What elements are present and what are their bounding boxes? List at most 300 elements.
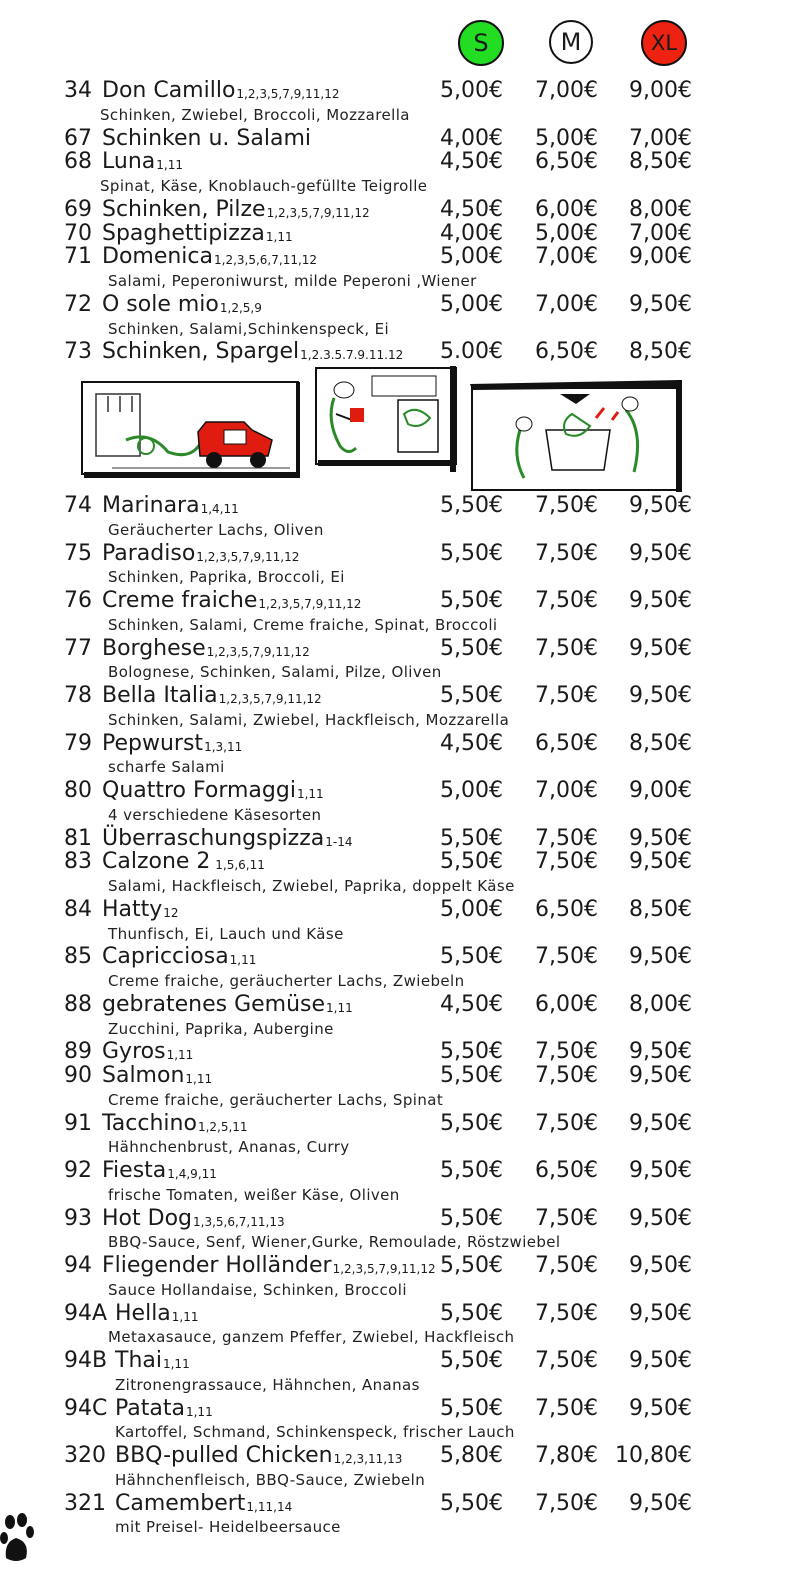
price-medium: 7,00€ (535, 78, 598, 103)
item-name-text: Capricciosa (102, 944, 229, 970)
price-small: 5,50€ (440, 493, 503, 518)
item-description: Salami, Hackfleisch, Zwiebel, Paprika, doppelt Käse (108, 877, 515, 895)
item-name (115, 1396, 213, 1421)
price-small: 4,50€ (440, 149, 503, 175)
menu-item (0, 826, 802, 850)
item-description-row (0, 1324, 802, 1348)
menu-item (0, 1301, 802, 1325)
item-number: 89 (64, 1039, 92, 1065)
menu-item (0, 541, 802, 565)
item-name-text: Hella (115, 1300, 171, 1326)
item-number: 85 (64, 944, 92, 970)
item-description: Hähnchenbrust, Ananas, Curry (108, 1138, 350, 1157)
allergen-codes: 1,2,3,5,7,9,11,12 (266, 205, 370, 220)
item-description: Spinat, Käse, Knoblauch-gefüllte Teigrolle (100, 177, 428, 195)
price-medium: 6,00€ (535, 991, 598, 1017)
price-medium: 7,50€ (535, 849, 598, 875)
item-description-row (0, 1229, 802, 1253)
allergen-codes: 1,5,6,11 (211, 858, 265, 873)
item-name (102, 992, 353, 1017)
allergen-codes: 1,2,3,5,7,9,11,12 (332, 1262, 436, 1276)
item-name-text: Schinken, Pilze (102, 196, 266, 222)
price-small: 5,50€ (440, 1348, 503, 1373)
item-description-row (0, 1182, 802, 1206)
price-xl: 9,50€ (629, 1253, 692, 1278)
price-medium: 7,50€ (535, 944, 598, 970)
price-small: 5.00€ (440, 339, 503, 365)
price-small: 5,50€ (440, 1253, 503, 1278)
item-description-row (0, 564, 802, 588)
item-name-text: Quattro Formaggi (102, 778, 296, 803)
item-name (102, 78, 339, 103)
item-name-text: Schinken, Spargel (102, 339, 300, 365)
item-description-row (0, 1372, 802, 1396)
price-xl: 9,50€ (629, 1348, 692, 1373)
item-description: Schinken, Zwiebel, Broccoli, Mozzarella (100, 105, 410, 124)
price-medium: 7,50€ (535, 1300, 598, 1326)
item-description-row (0, 1016, 802, 1040)
allergen-codes: 1,11,14 (246, 1499, 293, 1514)
price-xl: 9,50€ (629, 1158, 692, 1183)
allergen-codes: 1,4,9,11 (167, 1167, 217, 1181)
item-description-row (0, 102, 802, 126)
price-medium: 6,50€ (535, 149, 598, 175)
size-medium-badge: M (549, 20, 593, 64)
allergen-codes: 1,2,3,5,7,9,11,12 (206, 644, 310, 659)
item-description: Zucchini, Paprika, Aubergine (108, 1019, 334, 1038)
price-medium: 6,50€ (535, 896, 598, 922)
price-xl: 9,00€ (629, 244, 692, 270)
size-header (0, 20, 802, 68)
item-number: 91 (64, 1110, 92, 1136)
cartoon-illustrations (0, 360, 802, 500)
menu-item (0, 944, 802, 968)
item-number: 83 (64, 849, 92, 875)
item-number: 90 (64, 1063, 92, 1088)
allergen-codes: 1,11 (265, 229, 293, 244)
item-description: BBQ-Sauce, Senf, Wiener,Gurke, Remoulade, Röstzwiebel (108, 1233, 561, 1252)
menu-item (0, 244, 802, 268)
menu-item (0, 292, 802, 316)
item-name (102, 778, 324, 803)
price-medium: 6,50€ (535, 730, 598, 756)
item-name-text: Luna (102, 149, 156, 175)
allergen-codes: 1,2,5,11 (197, 1119, 248, 1134)
item-name (115, 1443, 402, 1468)
price-xl: 8,50€ (629, 149, 692, 175)
item-description: Bolognese, Schinken, Salami, Pilze, Oliven (108, 663, 442, 682)
price-medium: 7,50€ (535, 1205, 598, 1231)
item-name (102, 849, 265, 874)
menu-group-1 (0, 78, 802, 363)
item-name-text: Gyros (102, 1039, 166, 1065)
item-name-text: Creme fraiche (102, 588, 258, 613)
item-description-row (0, 707, 802, 731)
price-medium: 7,50€ (535, 493, 598, 518)
allergen-codes: 1,11 (296, 787, 324, 801)
price-small: 4,00€ (440, 125, 503, 151)
price-small: 5,00€ (440, 78, 503, 103)
menu-item (0, 636, 802, 660)
price-small: 5,50€ (440, 825, 503, 851)
item-name-text: Tacchino (102, 1110, 197, 1136)
item-name-text: BBQ-pulled Chicken (115, 1443, 333, 1468)
item-name (102, 683, 322, 708)
item-number: 75 (64, 540, 92, 566)
price-xl: 8,50€ (629, 896, 692, 922)
allergen-codes: 1,2,3,11,13 (333, 1452, 403, 1466)
item-description-row (0, 173, 802, 197)
price-medium: 7,50€ (535, 1395, 598, 1421)
price-xl: 9,50€ (629, 588, 692, 613)
allergen-codes: 1,2.3.5.7.9.11.12 (300, 348, 404, 363)
item-number: 71 (64, 244, 92, 270)
price-medium: 7,50€ (535, 1253, 598, 1278)
item-name (102, 197, 370, 222)
item-name (102, 1111, 248, 1136)
price-xl: 9,50€ (629, 1490, 692, 1516)
menu-item (0, 1039, 802, 1063)
menu-item (0, 1443, 802, 1467)
price-medium: 7,00€ (535, 291, 598, 317)
item-number: 76 (64, 588, 92, 613)
price-xl: 9,50€ (629, 1300, 692, 1326)
item-name-text: Schinken u. Salami (102, 125, 311, 151)
item-name (102, 897, 179, 922)
item-name-text: Don Camillo (102, 78, 236, 103)
price-xl: 9,50€ (629, 1110, 692, 1136)
item-name (102, 826, 353, 851)
item-number: 72 (64, 291, 92, 317)
item-number: 70 (64, 220, 92, 246)
allergen-codes: 1,4,11 (200, 502, 239, 516)
allergen-codes: 1,11 (171, 1309, 199, 1324)
item-description-row (0, 921, 802, 945)
item-name-text: O sole mio (102, 291, 219, 317)
item-name (102, 731, 242, 756)
price-small: 5,50€ (440, 1490, 503, 1516)
item-name (102, 588, 361, 613)
menu-item (0, 1491, 802, 1515)
item-number: 34 (64, 78, 92, 103)
item-name (102, 636, 310, 661)
allergen-codes: 1,3,11 (204, 739, 243, 754)
item-number: 69 (64, 196, 92, 222)
item-name-text: Marinara (102, 493, 200, 518)
item-number: 94A (64, 1300, 108, 1326)
price-small: 5,50€ (440, 1039, 503, 1065)
price-xl: 7,00€ (629, 220, 692, 246)
menu-item (0, 1253, 802, 1277)
price-medium: 7,50€ (535, 1039, 598, 1065)
menu-item (0, 778, 802, 802)
item-description-row (0, 1514, 802, 1538)
item-name-text: Salmon (102, 1063, 185, 1088)
price-xl: 9,50€ (629, 944, 692, 970)
item-number: 77 (64, 635, 92, 661)
price-xl: 9,00€ (629, 778, 692, 803)
menu-item (0, 1348, 802, 1372)
item-description-row (0, 873, 802, 897)
price-medium: 7,50€ (535, 683, 598, 708)
item-description: Thunfisch, Ei, Lauch und Käse (108, 924, 344, 943)
item-number: 320 (64, 1443, 106, 1468)
item-number: 81 (64, 825, 92, 851)
item-description-row (0, 1134, 802, 1158)
price-medium: 5,00€ (535, 125, 598, 151)
item-number: 84 (64, 896, 92, 922)
menu-item (0, 149, 802, 173)
allergen-codes: 1,11 (166, 1048, 194, 1063)
allergen-codes: 1,2,3,5,7,9,11,12 (236, 87, 340, 101)
allergen-codes: 1,11 (162, 1357, 190, 1371)
paw-print-icon (0, 1508, 34, 1568)
menu-item (0, 1111, 802, 1135)
item-name-text: Fiesta (102, 1158, 167, 1183)
allergen-codes: 12 (163, 905, 179, 920)
item-description-row (0, 268, 802, 292)
item-description-row (0, 754, 802, 778)
price-medium: 7,00€ (535, 244, 598, 270)
item-number: 88 (64, 991, 92, 1017)
item-number: 94 (64, 1253, 92, 1278)
menu-group-2 (0, 493, 802, 1538)
item-description: Schinken, Salami, Creme fraiche, Spinat, Broccoli (108, 615, 498, 634)
item-number: 321 (64, 1490, 106, 1516)
price-small: 5,50€ (440, 944, 503, 970)
menu-item (0, 992, 802, 1016)
price-xl: 9,50€ (629, 1063, 692, 1088)
item-description: Schinken, Paprika, Broccoli, Ei (108, 568, 345, 587)
item-name-text: Fliegender Holländer (102, 1253, 332, 1278)
allergen-codes: 1,2,3,5,7,9,11,12 (196, 549, 300, 564)
item-name (102, 1253, 436, 1278)
allergen-codes: 1,3,5,6,7,11,13 (193, 1214, 285, 1229)
menu-item (0, 1063, 802, 1087)
item-number: 94C (64, 1395, 108, 1421)
price-small: 5,50€ (440, 1158, 503, 1183)
item-description: mit Preisel- Heidelbeersauce (115, 1518, 341, 1537)
item-name-text: Bella Italia (102, 683, 218, 708)
item-description-row (0, 968, 802, 992)
price-small: 5,50€ (440, 635, 503, 661)
item-name-text: Borghese (102, 635, 206, 661)
item-name (102, 149, 183, 174)
item-description: Geräucherter Lachs, Oliven (108, 520, 324, 539)
allergen-codes: 1-14 (325, 834, 353, 849)
price-medium: 7,50€ (535, 1110, 598, 1136)
item-name-text: Spaghettipizza (102, 220, 265, 246)
item-description: Salami, Peperoniwurst, milde Peperoni ,Wiener (108, 272, 477, 290)
item-name-text: Domenica (102, 244, 213, 270)
price-small: 5,50€ (440, 1395, 503, 1421)
item-description-row (0, 316, 802, 340)
item-description: Metaxasauce, ganzem Pfeffer, Zwiebel, Hackfleisch (108, 1328, 515, 1347)
item-name-text: Hot Dog (102, 1205, 192, 1231)
item-number: 78 (64, 683, 92, 708)
price-small: 5,00€ (440, 778, 503, 803)
item-name-text: Hatty (102, 896, 163, 922)
item-description: 4 verschiedene Käsesorten (108, 805, 322, 824)
item-name (102, 221, 293, 246)
price-xl: 9,50€ (629, 849, 692, 875)
item-description-row (0, 1277, 802, 1301)
allergen-codes: 1,11 (185, 1072, 213, 1086)
item-name-text: gebratenes Gemüse (102, 991, 326, 1017)
item-number: 94B (64, 1348, 108, 1373)
item-name (115, 1301, 199, 1326)
menu-item (0, 493, 802, 517)
price-medium: 6,00€ (535, 196, 598, 222)
price-xl: 7,00€ (629, 125, 692, 151)
price-xl: 9,50€ (629, 1395, 692, 1421)
price-medium: 7,50€ (535, 825, 598, 851)
menu-item (0, 683, 802, 707)
price-small: 5,50€ (440, 540, 503, 566)
price-xl: 8,50€ (629, 339, 692, 365)
price-medium: 7,50€ (535, 635, 598, 661)
item-description: Schinken, Salami, Zwiebel, Hackfleisch, Mozzarella (108, 710, 510, 729)
allergen-codes: 1,11 (156, 158, 183, 173)
item-name (102, 541, 299, 566)
item-name-text: Thai (115, 1348, 162, 1373)
price-xl: 9,50€ (629, 635, 692, 661)
item-description: Zitronengrassauce, Hähnchen, Ananas (115, 1375, 420, 1394)
restaurant-drawing (470, 380, 682, 492)
price-small: 5,50€ (440, 683, 503, 708)
allergen-codes: 1,2,3,5,7,9,11,12 (218, 692, 322, 706)
price-xl: 9,50€ (629, 493, 692, 518)
item-name (102, 944, 256, 969)
price-medium: 6,50€ (535, 1158, 598, 1183)
item-name-text: Paradiso (102, 540, 196, 566)
price-medium: 7,50€ (535, 1348, 598, 1373)
item-description: frische Tomaten, weißer Käse, Oliven (108, 1185, 400, 1204)
illustration-strip (0, 360, 802, 500)
price-small: 5,80€ (440, 1443, 503, 1468)
price-xl: 9,50€ (629, 291, 692, 317)
price-xl: 9,50€ (629, 1039, 692, 1065)
item-description-row (0, 612, 802, 636)
item-description-row (0, 802, 802, 826)
allergen-codes: 1,2,3,5,7,9,11,12 (258, 597, 362, 611)
item-name (102, 244, 317, 269)
price-xl: 8,50€ (629, 730, 692, 756)
item-description: Kartoffel, Schmand, Schinkenspeck, frischer Lauch (115, 1423, 515, 1442)
item-name (102, 1039, 193, 1064)
item-description: Sauce Hollandaise, Schinken, Broccoli (108, 1280, 407, 1299)
price-medium: 7,80€ (535, 1443, 598, 1468)
price-xl: 10,80€ (615, 1443, 692, 1468)
price-xl: 9,00€ (629, 78, 692, 103)
menu-item (0, 897, 802, 921)
item-name (102, 493, 239, 518)
price-medium: 7,50€ (535, 588, 598, 613)
item-name (115, 1348, 190, 1373)
chef-drawing (316, 366, 456, 472)
price-small: 4,00€ (440, 220, 503, 246)
price-medium: 7,50€ (535, 1063, 598, 1088)
menu-item (0, 1158, 802, 1182)
price-xl: 9,50€ (629, 1205, 692, 1231)
price-small: 5,50€ (440, 588, 503, 613)
item-description: Creme fraiche, geräucherter Lachs, Zwiebeln (108, 972, 465, 990)
price-xl: 9,50€ (629, 540, 692, 566)
price-small: 5,00€ (440, 291, 503, 317)
delivery-car-drawing (82, 382, 300, 478)
item-number: 80 (64, 778, 92, 803)
price-small: 5,50€ (440, 1063, 503, 1088)
menu-item (0, 588, 802, 612)
price-small: 5,50€ (440, 1300, 503, 1326)
price-small: 4,50€ (440, 196, 503, 222)
allergen-codes: 1,2,5,9 (219, 300, 262, 315)
item-number: 92 (64, 1158, 92, 1183)
price-small: 5,50€ (440, 1110, 503, 1136)
item-name-text: Patata (115, 1395, 185, 1421)
size-xl-badge: XL (641, 20, 687, 66)
allergen-codes: 1,11 (229, 953, 257, 968)
price-small: 5,00€ (440, 244, 503, 270)
item-description-row (0, 517, 802, 541)
item-name (115, 1491, 292, 1516)
item-number: 68 (64, 149, 92, 175)
menu-item (0, 126, 802, 150)
price-medium: 5,00€ (535, 220, 598, 246)
item-description-row (0, 659, 802, 683)
item-number: 93 (64, 1205, 92, 1231)
menu-item (0, 197, 802, 221)
price-xl: 9,50€ (629, 683, 692, 708)
price-xl: 8,00€ (629, 991, 692, 1017)
item-description: Creme fraiche, geräucherter Lachs, Spinat (108, 1090, 444, 1109)
price-xl: 9,50€ (629, 825, 692, 851)
item-name (102, 1206, 285, 1231)
item-number: 73 (64, 339, 92, 365)
price-medium: 7,50€ (535, 1490, 598, 1516)
price-xl: 8,00€ (629, 196, 692, 222)
item-number: 79 (64, 730, 92, 756)
item-name-text: Calzone 2 (102, 849, 211, 875)
item-name (102, 1063, 212, 1088)
allergen-codes: 1,11 (185, 1404, 213, 1419)
price-medium: 7,50€ (535, 540, 598, 566)
size-small-badge: S (458, 20, 504, 66)
item-name (102, 1158, 217, 1183)
item-description: Schinken, Salami,Schinkenspeck, Ei (108, 319, 390, 338)
item-name-text: Camembert (115, 1490, 246, 1516)
item-description-row (0, 1087, 802, 1111)
item-name-text: Pepwurst (102, 730, 204, 756)
price-medium: 7,00€ (535, 778, 598, 803)
item-description-row (0, 1419, 802, 1443)
item-number: 67 (64, 125, 92, 151)
item-description: scharfe Salami (108, 758, 225, 777)
item-name (102, 126, 311, 151)
menu-item (0, 731, 802, 755)
price-small: 4,50€ (440, 730, 503, 756)
allergen-codes: 1,2,3,5,6,7,11,12 (214, 253, 318, 268)
allergen-codes: 1,11 (326, 1000, 353, 1015)
price-small: 4,50€ (440, 991, 503, 1017)
price-small: 5,50€ (440, 1205, 503, 1231)
price-small: 5,50€ (440, 849, 503, 875)
menu-item (0, 78, 802, 102)
menu-item (0, 849, 802, 873)
item-description-row (0, 1467, 802, 1491)
price-medium: 6,50€ (535, 339, 598, 365)
menu-item (0, 1396, 802, 1420)
